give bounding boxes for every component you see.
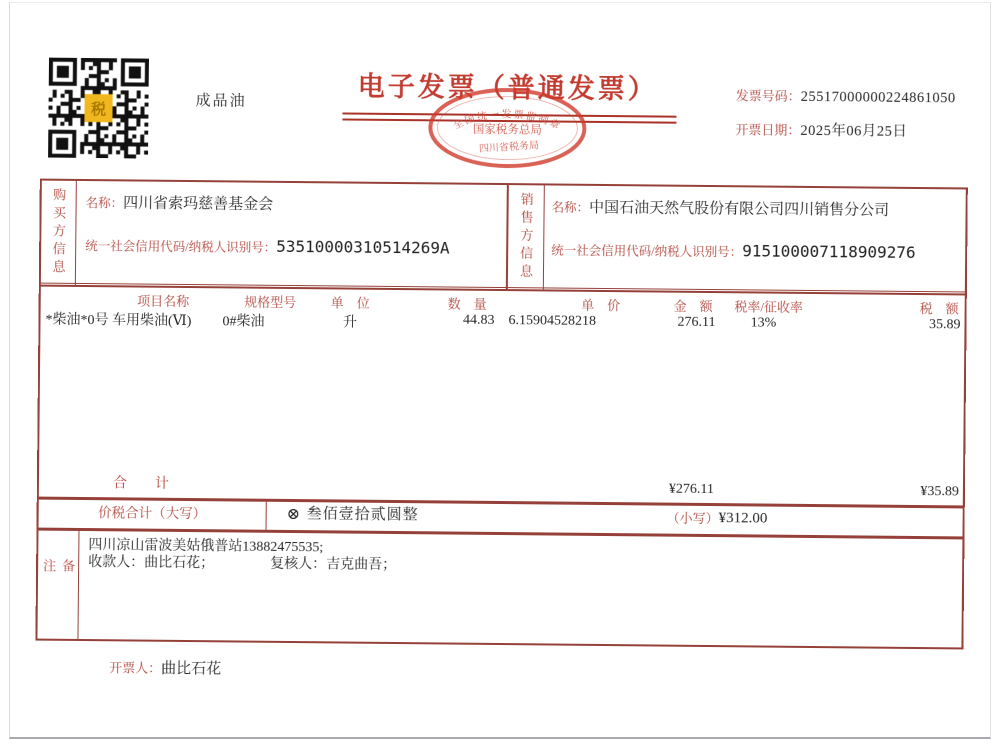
total-tax: ¥35.89 [920,484,959,500]
seller-name-label: 名称： [551,200,590,215]
invoice-number-label: 发票号码： [735,88,801,104]
col-header-quantity: 数 量 [447,296,487,312]
item-quantity: 44.83 [462,312,495,328]
total-label: 合 计 [112,476,170,492]
buyer-taxid-row [85,235,450,258]
total-amount: ¥276.11 [668,481,714,498]
buyer-side-cell [41,181,77,285]
amount-figures-label: （小写） [666,510,719,527]
seller-name-row [552,195,890,219]
buyer-side-label: 购买方信息 [50,187,67,278]
col-header-tax-rate: 税率/征收率 [734,299,804,315]
amount-in-words: 叁佰壹拾贰圆整 [306,506,419,524]
stamp-arc-text: 全国统一发票监制章 [451,109,564,133]
amount-in-words-label: 价税合计（大写） [98,505,207,522]
col-header-amount: 金 额 [673,298,713,315]
item-unit-price: 6.15904528218 [508,313,597,329]
tax-stamp-icon [425,85,590,171]
seller-taxid-row [551,239,916,262]
invoice-number-value: 25517000000224861050 [800,88,956,107]
parties-panel [39,179,968,296]
seller-side-cell [506,185,545,289]
item-amount: 276.11 [677,314,716,331]
item-spec: 0#柴油 [222,314,265,330]
item-unit: 升 [342,315,358,331]
reviewer-text: 复核人：吉克曲吾； [270,556,397,574]
buyer-name-value: 四川省索玛慈善基金会 [123,195,274,213]
col-header-tax-amount: 税 额 [919,301,959,317]
seller-side-label: 销售方信息 [517,192,534,283]
item-tax-rate: 13% [750,315,777,331]
invoice-date-label: 开票日期： [735,122,801,138]
remarks-panel [35,528,964,650]
invoice-date-row [735,118,907,141]
invoice-date-value: 2025年06月25日 [800,122,908,140]
col-header-spec: 规格型号 [244,294,297,311]
item-tax-amount: 35.89 [928,317,961,333]
remarks-side-cell [37,529,79,639]
remark-line-2 [88,554,396,574]
buyer-name-row [86,191,274,214]
invoice-number-row [736,85,956,107]
seller-taxid-label: 统一社会信用代码/纳税人识别号： [551,243,743,260]
amount-figures: ¥312.00 [718,510,768,527]
items-table [37,283,967,509]
remarks-body [88,537,396,574]
col-header-item-name: 项目名称 [137,293,190,310]
payee-text: 收款人：曲比石花； [88,555,215,572]
buyer-name-label: 名称： [85,196,124,211]
col-header-unit: 单 位 [330,295,370,311]
buyer-taxid-label: 统一社会信用代码/纳税人识别号： [85,239,277,255]
stamp-authority-text: 国家税务总局 [472,123,542,137]
currency-circle-icon: ⊗ [286,505,301,524]
issuer-row [109,656,221,678]
qr-code-icon [48,58,149,159]
product-category-label: 成品油 [195,93,247,110]
buyer-taxid-value: 53510000310514269A [276,236,450,258]
issuer-label: 开票人： [109,660,162,676]
col-header-unit-price: 单 价 [581,297,621,314]
item-name: *柴油*0号 车用柴油(Ⅵ) [45,312,192,330]
page-title: 电子发票（普通发票） [357,71,658,105]
issuer-value: 曲比石花 [161,660,222,678]
remarks-side-label: 备注 [40,558,76,602]
seller-name-value: 中国石油天然气股份有限公司四川销售分公司 [589,199,890,219]
stamp-bureau-text: 四川省税务局 [478,140,540,155]
qr-tax-logo-icon: 税 [90,101,107,118]
remark-line-1: 四川凉山雷波美姑俄普站13882475535; [88,538,324,556]
seller-taxid-value: 915100007118909276 [742,241,916,262]
